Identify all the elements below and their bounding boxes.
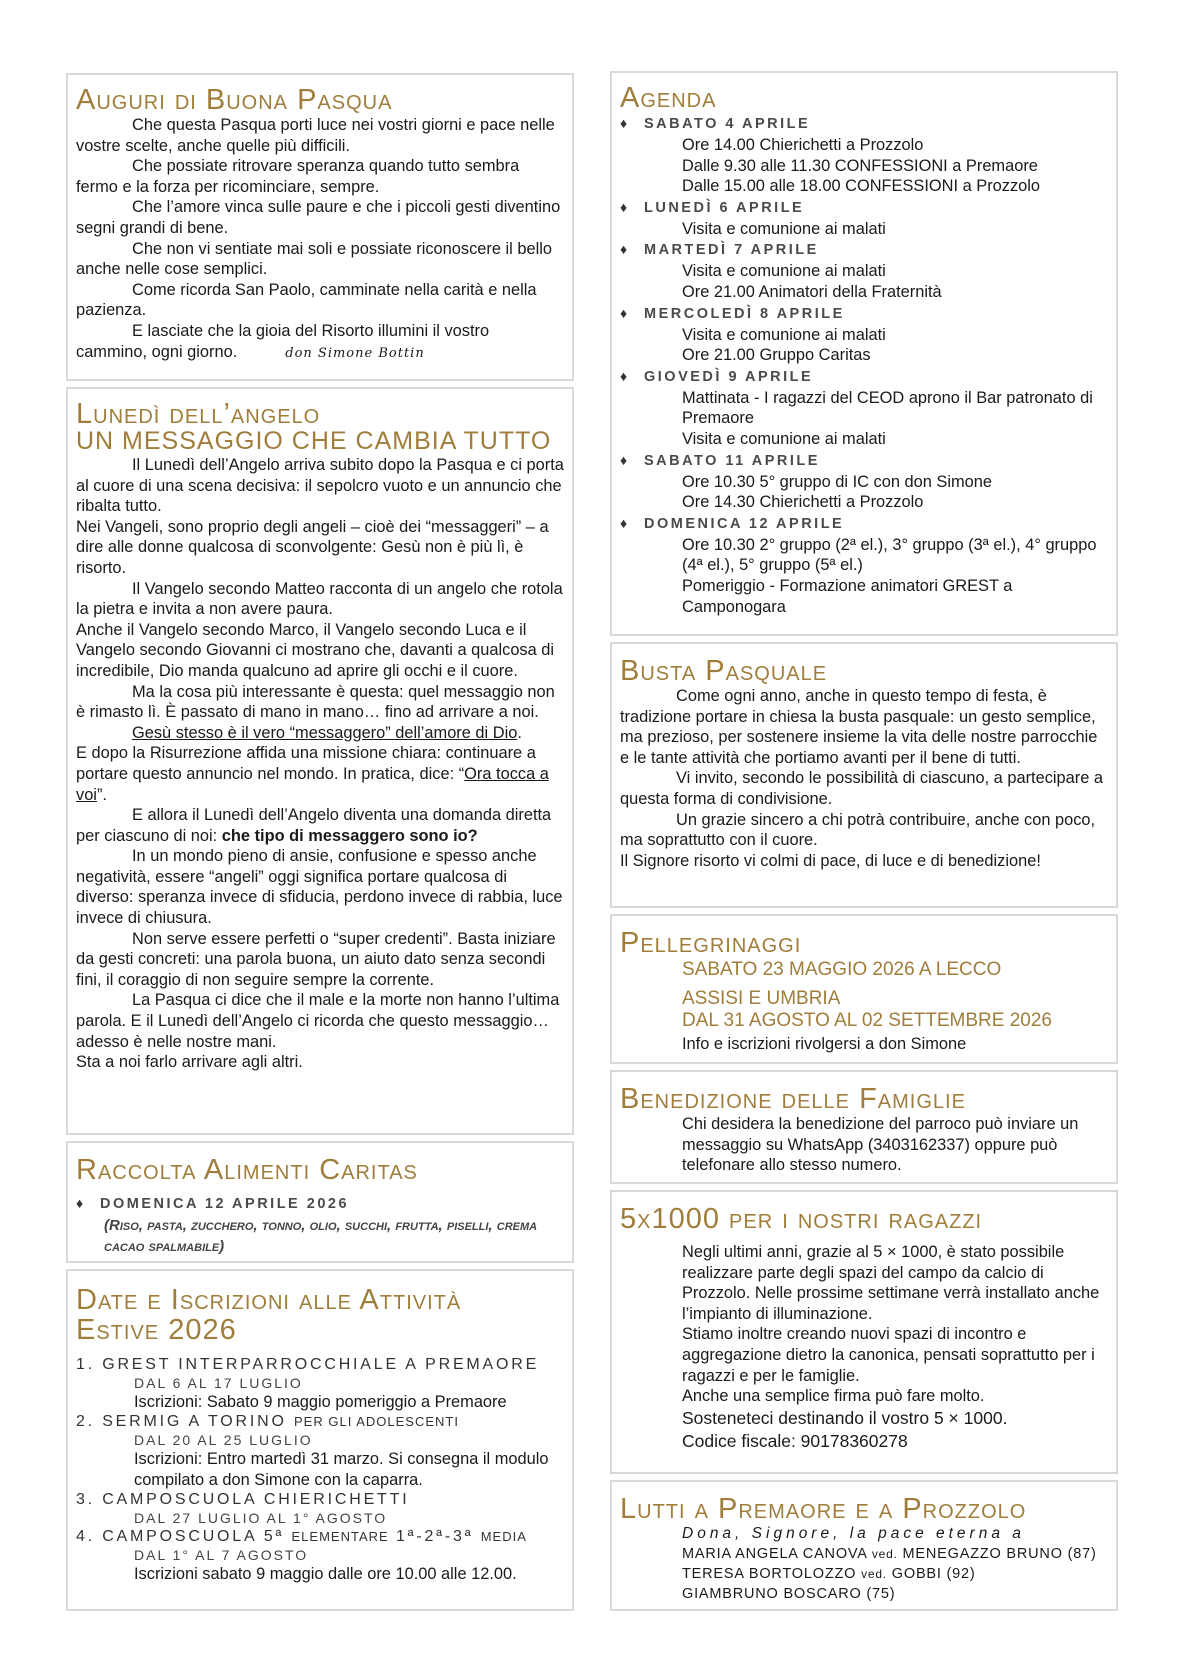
agenda-item: Ore 10.30 2° gruppo (2ª el.), 3° gruppo (3ª el.), 4° gruppo (4ª el.), 5° gruppo (5ª el.) [682, 535, 1097, 575]
agenda-item: Visita e comunione ai malati [682, 262, 886, 281]
angelo-paragraph-8 [76, 805, 564, 846]
lutti-box [610, 1480, 1118, 1611]
trip-2-line2: DAL 31 AGOSTO AL 02 SETTEMBRE 2026 [682, 1010, 1052, 1031]
agenda-day-heading [620, 197, 1108, 219]
trip-2-line1: ASSISI E UMBRIA [682, 988, 841, 1009]
diamond-bullet-icon: ♦ [620, 241, 630, 258]
deceased-rest: GOBBI (92) [891, 1566, 976, 1582]
angelo-dot: . [517, 723, 522, 742]
agenda-item: Pomeriggio - Formazione animatori GREST a Camponogara [682, 576, 1013, 616]
angelo-paragraph-6 [76, 723, 564, 744]
agenda-day-heading [620, 450, 1108, 472]
trip-1: SABATO 23 MAGGIO 2026 A LECCO [682, 959, 1002, 980]
activity-dates: DAL 20 AL 25 LUGLIO [134, 1432, 313, 1449]
estive-title-line2: Estive 2026 [76, 1314, 237, 1346]
activity-name: CAMPOSCUOLA CHIERICHETTI [102, 1491, 410, 1509]
agenda-day-label: SABATO 4 APRILE [644, 116, 811, 132]
pellegrinaggi-title: Pellegrinaggi [620, 927, 802, 959]
agenda-item: Visita e comunione ai malati [682, 429, 886, 448]
angelo-paragraph: Nei Vangeli, sono proprio degli angeli – cioè dei “messaggeri” – a dire alle donne qualcosa di sconvolgente: Gesù non è più lì, è risorto. [76, 517, 549, 577]
diamond-bullet-icon: ♦ [620, 115, 630, 131]
agenda-day-label: DOMENICA 12 APRILE [644, 515, 845, 532]
diamond-bullet-icon: ♦ [620, 304, 630, 321]
agenda-day-label: GIOVEDÌ 9 APRILE [644, 368, 814, 385]
auguri-paragraph: Che l’amore vinca sulle paure e che i piccoli gesti diventino segni grandi di bene. [76, 198, 561, 237]
auguri-paragraph: Che questa Pasqua porti luce nei vostri giorni e pace nelle vostre scelte, anche quelle più difficili. [76, 116, 555, 155]
pellegrinaggi-box [610, 914, 1118, 1064]
activity-extra: ELEMENTARE [291, 1529, 389, 1545]
agenda-box [610, 71, 1118, 636]
cinque-paragraph: Sosteneteci destinando il vostro 5 × 1000. [682, 1407, 1008, 1428]
agenda-item: Ore 14.30 Chierichetti a Prozzolo [682, 493, 924, 512]
angelo-box [66, 387, 574, 1135]
agenda-item: Visita e comunione ai malati [682, 325, 886, 344]
activity-heading [76, 1412, 564, 1432]
activity-name: SERMIG A TORINO [102, 1413, 287, 1431]
agenda-day-7 [620, 513, 1108, 617]
cinque-box [610, 1190, 1118, 1474]
agenda-item: Dalle 9.30 alle 11.30 CONFESSIONI a Premaore [682, 156, 1038, 175]
agenda-day-label: LUNEDÌ 6 APRILE [644, 199, 805, 216]
agenda-day-2 [620, 197, 1108, 240]
agenda-item: Ore 10.30 5° gruppo di IC con don Simone [682, 472, 992, 491]
angelo-paragraph: In un mondo pieno di ansie, confusione e spesso anche negatività, essere “angeli” oggi significa portare qualcosa di diverso: speranza invece di sfiducia, perdono invece di rabbia, luce invece di chiusura. [76, 847, 563, 928]
lutti-title: Lutti a Premaore e a Prozzolo [620, 1493, 1027, 1525]
activity-heading [76, 1355, 564, 1375]
angelo-paragraph: La Pasqua ci dice che il male e la morte non hanno l’ultima parola. E il Lunedì dell’Angelo ci ricorda che questo messaggio… adesso è nelle nostre mani. [76, 991, 560, 1051]
pellegrinaggi-info: Info e iscrizioni rivolgersi a don Simone [682, 1035, 967, 1053]
auguri-title: Auguri di Buona Pasqua [76, 84, 393, 116]
activity-name-2: 1ª-2ª-3ª [395, 1528, 474, 1546]
auguri-paragraph: Come ricorda San Paolo, camminate nella carità e nella pazienza. [76, 280, 537, 320]
agenda-day-heading [620, 303, 1108, 325]
deceased-name: MARIA ANGELA CANOVA [682, 1546, 867, 1562]
activity-extra-2: MEDIA [480, 1529, 527, 1545]
cinque-paragraph: Negli ultimi anni, grazie al 5 × 1000, è stato possibile realizzare parte degli spazi del campo da calcio di Prozzolo. Nelle prossime settimane verrà installato anche l’impianto di illuminazione. [682, 1243, 1100, 1323]
benedizione-title: Benedizione delle Famiglie [620, 1083, 966, 1115]
angelo-paragraph: Il Vangelo secondo Matteo racconta di un angelo che rotola la pietra e invita a non avere paura. [76, 579, 563, 619]
angelo-bold-question: che tipo di messaggero sono io? [221, 826, 478, 845]
busta-paragraph: Come ogni anno, anche in questo tempo di festa, è tradizione portare in chiesa la busta pasquale: un gesto semplice, ma prezioso, per sostenere insieme la vita delle nostre parrocchie e le tante attività che portiamo avanti per il bene di tutti. [620, 687, 1098, 767]
agenda-day-label: SABATO 11 APRILE [644, 452, 820, 469]
activity-number: 3. [76, 1491, 95, 1509]
agenda-item: Dalle 15.00 alle 18.00 CONFESSIONI a Prozzolo [682, 177, 1041, 196]
agenda-day-3 [620, 239, 1108, 302]
deceased-name: GIAMBRUNO BOSCARO (75) [682, 1586, 896, 1602]
activity-note: Iscrizioni sabato 9 maggio dalle ore 10.00 alle 12.00. [134, 1565, 517, 1584]
angelo-paragraph: Ma la cosa più interessante è questa: quel messaggio non è rimasto lì. È passato di mano in mano… fino ad arrivare a noi. [76, 682, 555, 722]
activity-dates: DAL 27 LUGLIO AL 1° AGOSTO [134, 1510, 388, 1527]
activity-number: 4. [76, 1528, 95, 1546]
activity-name: GREST INTERPARROCCHIALE A PREMAORE [102, 1356, 540, 1373]
agenda-item: Visita e comunione ai malati [682, 219, 886, 238]
lutti-name-row [682, 1544, 1108, 1564]
busta-paragraph: Il Signore risorto vi colmi di pace, di luce e di benedizione! [620, 851, 1041, 870]
diamond-bullet-icon: ♦ [620, 514, 630, 531]
angelo-text: E dopo la Risurrezione affida una missione chiara: continuare a portare questo annuncio nel mondo. In pratica, dice: “ [76, 744, 536, 783]
raccolta-box [66, 1141, 574, 1263]
codice-fiscale: Codice fiscale: 90178360278 [682, 1430, 908, 1451]
busta-paragraph: Un grazie sincero a chi potrà contribuire, anche con poco, ma soprattutto con il cuore. [620, 810, 1096, 850]
angelo-paragraph: Sta a noi farlo arrivare agli altri. [76, 1053, 303, 1072]
agenda-day-4 [620, 303, 1108, 366]
estive-title-line1: Date e Iscrizioni alle Attività [76, 1284, 462, 1316]
agenda-day-1 [620, 113, 1108, 197]
angelo-title-line1: Lunedì dell’angelo [76, 398, 321, 430]
cinque-title: 5x1000 per i nostri ragazzi [620, 1203, 983, 1235]
activity-note: Iscrizioni: Sabato 9 maggio pomeriggio a Premaore [134, 1393, 507, 1411]
diamond-bullet-icon: ♦ [620, 451, 630, 468]
angelo-title-line2: UN MESSAGGIO CHE CAMBIA TUTTO [76, 427, 552, 455]
activity-dates: DAL 6 AL 17 LUGLIO [134, 1375, 303, 1391]
activity-3 [76, 1490, 564, 1527]
agenda-item: Ore 21.00 Animatori della Fraternità [682, 282, 942, 301]
benedizione-text: Chi desidera la benedizione del parroco può inviare un messaggio su WhatsApp (3403162337) oppure può telefonare allo stesso numero. [682, 1115, 1079, 1175]
estive-box [66, 1269, 574, 1611]
activity-number: 2. [76, 1413, 95, 1431]
deceased-rest: MENEGAZZO BRUNO (87) [902, 1546, 1097, 1562]
activity-dates: DAL 1° AL 7 AGOSTO [134, 1547, 309, 1564]
auguri-last-paragraph [76, 321, 564, 364]
agenda-day-6 [620, 450, 1108, 513]
ved-label: ved. [871, 1547, 898, 1561]
agenda-day-5 [620, 366, 1108, 450]
raccolta-items: (Riso, pasta, zucchero, tonno, olio, succhi, frutta, piselli, crema cacao spalmabile) [104, 1217, 538, 1255]
angelo-underlined: Ora tocca a voi [76, 764, 549, 804]
agenda-day-heading [620, 366, 1108, 388]
raccolta-title: Raccolta Alimenti Caritas [76, 1154, 418, 1186]
lutti-prayer: Dona, Signore, la pace eterna a [682, 1525, 1025, 1542]
auguri-paragraph: Che non vi sentiate mai soli e possiate riconoscere il bello anche nelle cose semplici. [76, 239, 553, 279]
benedizione-box [610, 1070, 1118, 1184]
activity-extra: PER GLI ADOLESCENTI [294, 1414, 459, 1430]
auguri-box [66, 73, 574, 381]
ved-label: ved. [861, 1567, 887, 1581]
cinque-paragraph: Anche una semplice firma può fare molto. [682, 1387, 985, 1406]
busta-paragraph: Vi invito, secondo le possibilità di ciascuno, a partecipare a questa forma di condivisione. [620, 769, 1104, 808]
activity-heading [76, 1490, 564, 1510]
angelo-text: E allora il Lunedì dell’Angelo diventa una domanda diretta per ciascuno di noi: [76, 806, 552, 845]
angelo-paragraph: Anche il Vangelo secondo Marco, il Vangelo secondo Luca e il Vangelo secondo Giovanni ci mostrano che, davanti a qualcosa di incredibile, Dio manda qualcuno ad aprire gli occhi e il cuore. [76, 620, 555, 680]
busta-box [610, 642, 1118, 908]
agenda-item: Ore 14.00 Chierichetti a Prozzolo [682, 136, 924, 154]
agenda-day-label: MERCOLEDÌ 8 APRILE [644, 305, 845, 322]
agenda-item: Ore 21.00 Gruppo Caritas [682, 346, 871, 365]
agenda-day-heading [620, 513, 1108, 535]
agenda-item: Mattinata - I ragazzi del CEOD aprono il Bar patronato di Premaore [682, 388, 1093, 428]
angelo-paragraph-7 [76, 743, 564, 805]
activity-4 [76, 1527, 564, 1584]
agenda-day-label: MARTEDÌ 7 APRILE [644, 242, 819, 259]
angelo-underlined: Gesù stesso è il vero “messaggero” dell’amore di Dio [132, 723, 518, 742]
angelo-text: ”. [96, 785, 107, 804]
activity-number: 1. [76, 1356, 95, 1373]
activity-name: CAMPOSCUOLA 5ª [102, 1528, 285, 1546]
diamond-bullet-icon: ♦ [76, 1195, 86, 1211]
agenda-day-heading [620, 113, 1108, 135]
busta-title: Busta Pasquale [620, 655, 828, 687]
agenda-day-heading [620, 239, 1108, 261]
angelo-paragraph: Non serve essere perfetti o “super credenti”. Basta iniziare da gesti concreti: una parola buona, un aiuto dato senza secondi fini, il coraggio di non seguire sempre la corrente. [76, 929, 556, 989]
lutti-name-row [682, 1584, 1108, 1604]
activity-2 [76, 1412, 564, 1490]
auguri-paragraph: E lasciate che la gioia del Risorto illumini il vostro cammino, ogni giorno. [76, 321, 490, 361]
activity-heading [76, 1527, 564, 1547]
diamond-bullet-icon: ♦ [620, 367, 630, 384]
agenda-title: Agenda [620, 82, 717, 114]
auguri-paragraph: Che possiate ritrovare speranza quando tutto sembra fermo e la forza per ricominciare, sempre. [76, 157, 520, 196]
cinque-paragraph: Stiamo inoltre creando nuovi spazi di incontro e aggregazione dietro la canonica, pensati soprattutto per i ragazzi e per le famiglie. [682, 1325, 1095, 1385]
signature: don Simone Bottin [285, 345, 425, 361]
raccolta-date-row [76, 1193, 564, 1215]
diamond-bullet-icon: ♦ [620, 198, 630, 215]
angelo-paragraph: Il Lunedì dell’Angelo arriva subito dopo la Pasqua e ci porta al cuore di una scena decisiva: il sepolcro vuoto e un annuncio che ribalta tutto. [76, 456, 564, 516]
deceased-name: TERESA BORTOLOZZO [682, 1566, 857, 1582]
lutti-name-row [682, 1564, 1108, 1584]
raccolta-date: DOMENICA 12 APRILE 2026 [100, 1196, 350, 1212]
activity-note: Iscrizioni: Entro martedì 31 marzo. Si consegna il modulo compilato a don Simone con la caparra. [134, 1450, 549, 1489]
activity-1 [76, 1355, 564, 1412]
